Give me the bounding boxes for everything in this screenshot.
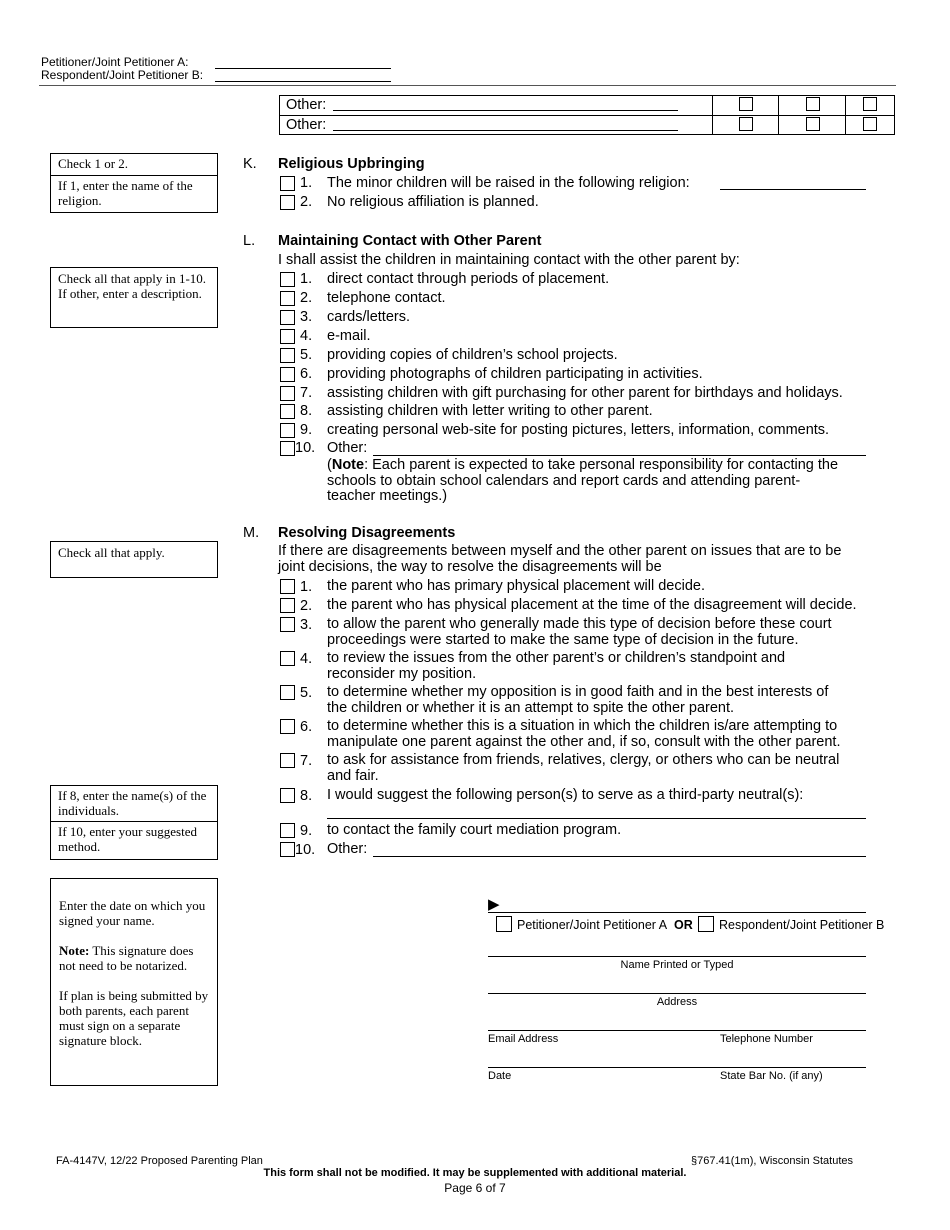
section-m-title: Resolving Disagreements: [278, 525, 456, 541]
name-printed-label: Name Printed or Typed: [620, 959, 734, 971]
l-item-number: 2.: [300, 290, 313, 306]
m10-instruction: If 10, enter your suggested method.: [58, 824, 197, 854]
l-item-number: 4.: [300, 328, 313, 344]
m-item-text-cont: manipulate one parent against the other and, if so, consult with the other parent.: [327, 734, 841, 750]
m-checkbox-1[interactable]: [280, 579, 295, 594]
m-item-number: 8.: [300, 788, 313, 804]
m-item-text: I would suggest the following person(s) to serve as a third-party neutral(s):: [327, 787, 804, 803]
sig-instruction-both: If plan is being submitted by both parents, each parent must sign on a separate signature block.: [59, 988, 209, 1048]
respondent-name-line[interactable]: [215, 81, 391, 82]
k-checkbox-1[interactable]: [280, 176, 295, 191]
table-col-divider: [778, 96, 779, 134]
email-label: Email Address: [488, 1033, 559, 1045]
k-item-number: 2.: [300, 194, 313, 210]
l-item-text: cards/letters.: [327, 309, 410, 325]
l-checkbox-3[interactable]: [280, 310, 295, 325]
petitioner-checkbox[interactable]: [496, 916, 512, 932]
signature-instruction-box: [50, 878, 218, 1086]
l-item-text: Other:: [327, 440, 368, 456]
m-item-text: the parent who has physical placement at the time of the disagreement will decide.: [327, 597, 857, 613]
l-note-label: Note: [331, 457, 365, 473]
sig-note-label: Note:: [59, 943, 90, 958]
other-table: [279, 95, 895, 135]
m10-input-line[interactable]: [373, 856, 866, 857]
footer-form-id: FA-4147V, 12/22 Proposed Parenting Plan: [56, 1155, 263, 1167]
m-item-number: 1.: [300, 579, 313, 595]
section-l-intro: I shall assist the children in maintaining contact with the other parent by:: [278, 252, 740, 268]
table-checkbox[interactable]: [863, 117, 877, 131]
l-item-text: creating personal web-site for posting pictures, letters, information, comments.: [327, 422, 830, 438]
name-printed-line[interactable]: [488, 956, 866, 957]
m8-m10-instruction-box: [50, 785, 218, 860]
l-item-number: 10.: [295, 440, 316, 456]
k-item-number: 1.: [300, 175, 313, 191]
l-item-number: 9.: [300, 422, 313, 438]
m-item-text-cont: reconsider my position.: [327, 666, 477, 682]
table-checkbox[interactable]: [739, 117, 753, 131]
l-item-number: 7.: [300, 385, 313, 401]
m-item-text-cont: and fair.: [327, 768, 379, 784]
table-row-label: Other:: [286, 97, 327, 113]
date-bar-line[interactable]: [488, 1067, 866, 1068]
l-checkbox-8[interactable]: [280, 404, 295, 419]
section-l-title: Maintaining Contact with Other Parent: [278, 233, 542, 249]
l-item-text: assisting children with gift purchasing for other parent for birthdays and holidays.: [327, 385, 843, 401]
petitioner-label: Petitioner/Joint Petitioner A:: [41, 55, 189, 69]
m8-instruction: If 8, enter the name(s) of the individuals.: [51, 786, 217, 822]
footer-statute: §767.41(1m), Wisconsin Statutes: [691, 1155, 854, 1167]
l-note-line-3: teacher meetings.): [327, 488, 448, 504]
k-instruction-1: Check 1 or 2.: [51, 154, 217, 176]
section-k-letter: K.: [243, 156, 257, 172]
email-phone-line[interactable]: [488, 1030, 866, 1031]
k-instruction-box: [50, 153, 218, 213]
m-item-number: 5.: [300, 685, 313, 701]
m-checkbox-2[interactable]: [280, 598, 295, 613]
m-item-text: to determine whether this is a situation in which the children is/are attempting to: [327, 718, 838, 734]
table-row-other-line[interactable]: [333, 110, 678, 111]
respondent-checkbox[interactable]: [698, 916, 714, 932]
l-checkbox-4[interactable]: [280, 329, 295, 344]
l-checkbox-10[interactable]: [280, 441, 295, 456]
header-divider: [39, 85, 896, 86]
l-checkbox-5[interactable]: [280, 348, 295, 363]
m-item-text: to ask for assistance from friends, relatives, clergy, or others who can be neutral: [327, 752, 840, 768]
k-instruction-2: If 1, enter the name of the religion.: [58, 178, 193, 208]
m-item-text: to contact the family court mediation program.: [327, 822, 622, 838]
table-col-divider: [845, 96, 846, 134]
m-checkbox-10[interactable]: [280, 842, 295, 857]
l-item-text: direct contact through periods of placement.: [327, 271, 610, 287]
m-checkbox-8[interactable]: [280, 788, 295, 803]
l-item-text: providing photographs of children participating in activities.: [327, 366, 703, 382]
m-item-number: 9.: [300, 823, 313, 839]
l-checkbox-2[interactable]: [280, 291, 295, 306]
m-checkbox-4[interactable]: [280, 651, 295, 666]
table-row-label: Other:: [286, 117, 327, 133]
l-note-text: : Each parent is expected to take personal responsibility for contacting the: [364, 457, 839, 473]
l-item-number: 6.: [300, 366, 313, 382]
m-checkbox-5[interactable]: [280, 685, 295, 700]
l-item-number: 3.: [300, 309, 313, 325]
respondent-option-label: Respondent/Joint Petitioner B: [719, 918, 885, 932]
m-item-text: to allow the parent who generally made this type of decision before these court: [327, 616, 832, 632]
m-item-number: 2.: [300, 598, 313, 614]
m-checkbox-6[interactable]: [280, 719, 295, 734]
section-m-letter: M.: [243, 525, 260, 541]
section-m-intro-2: joint decisions, the way to resolve the disagreements will be: [278, 559, 662, 575]
table-checkbox[interactable]: [806, 117, 820, 131]
k-checkbox-2[interactable]: [280, 195, 295, 210]
sig-instruction-note: [59, 943, 209, 973]
m-item-number: 6.: [300, 719, 313, 735]
m-item-text: the parent who has primary physical placement will decide.: [327, 578, 705, 594]
sig-instruction-date: Enter the date on which you signed your name.: [59, 898, 206, 928]
l-checkbox-6[interactable]: [280, 367, 295, 382]
m8-input-line[interactable]: [327, 818, 866, 819]
m-item-number: 4.: [300, 651, 313, 667]
m-checkbox-3[interactable]: [280, 617, 295, 632]
l-item-text: e-mail.: [327, 328, 371, 344]
section-l-letter: L.: [243, 233, 256, 249]
table-checkbox[interactable]: [863, 97, 877, 111]
l-item-number: 8.: [300, 403, 313, 419]
table-row-other-line[interactable]: [333, 130, 678, 131]
l-note-line-2: schools to obtain school calendars and report cards and attending parent-: [327, 473, 801, 489]
m-item-text: to review the issues from the other parent’s or children’s standpoint and: [327, 650, 786, 666]
table-row-divider: [280, 115, 894, 116]
l-checkbox-1[interactable]: [280, 272, 295, 287]
address-line[interactable]: [488, 993, 866, 994]
l-checkbox-9[interactable]: [280, 423, 295, 438]
k-item-2-text: No religious affiliation is planned.: [327, 194, 539, 210]
m-item-number: 3.: [300, 617, 313, 633]
table-checkbox[interactable]: [739, 97, 753, 111]
l-item-text: providing copies of children’s school projects.: [327, 347, 618, 363]
m-item-number: 10.: [295, 842, 316, 858]
l-item-text: assisting children with letter writing to other parent.: [327, 403, 653, 419]
l-other-input-line[interactable]: [373, 455, 866, 456]
signature-arrow-icon: ▶: [488, 895, 500, 913]
or-label: OR: [674, 918, 693, 932]
l-instruction-box: [50, 267, 218, 328]
m-instruction: Check all that apply.: [58, 545, 165, 560]
l-instruction: Check all that apply in 1-10. If other, enter a description.: [58, 271, 207, 301]
l-item-number: 1.: [300, 271, 313, 287]
footer-notice: This form shall not be modified. It may be supplemented with additional material.: [263, 1167, 687, 1179]
table-col-divider: [712, 96, 713, 134]
footer-page-number: Page 6 of 7: [444, 1181, 506, 1195]
section-k-title: Religious Upbringing: [278, 156, 425, 172]
section-m-intro-1: If there are disagreements between myself and the other parent on issues that are to be: [278, 543, 842, 559]
m-item-text-cont: the children or whether it is an attempt to spite the other parent.: [327, 700, 735, 716]
phone-label: Telephone Number: [720, 1033, 813, 1045]
petitioner-option-label: Petitioner/Joint Petitioner A: [517, 918, 668, 932]
k-item-1-text: The minor children will be raised in the following religion:: [327, 175, 690, 191]
m-item-text-cont: proceedings were started to make the same type of decision in the future.: [327, 632, 799, 648]
m-instruction-box: [50, 541, 218, 578]
religion-input-line[interactable]: [720, 189, 866, 190]
l-item-text: telephone contact.: [327, 290, 446, 306]
date-label: Date: [488, 1070, 512, 1082]
table-checkbox[interactable]: [806, 97, 820, 111]
l-note-line-1: (Note: Each parent is expected to take personal responsibility for contacting the: [327, 457, 839, 473]
m-item-text: Other:: [327, 841, 368, 857]
m-item-text: to determine whether my opposition is in good faith and in the best interests of: [327, 684, 829, 700]
m-checkbox-7[interactable]: [280, 753, 295, 768]
bar-number-label: State Bar No. (if any): [720, 1070, 823, 1082]
petitioner-name-line[interactable]: [215, 68, 391, 69]
sig-note-text: This signature does not need to be notarized.: [59, 943, 194, 973]
signature-line[interactable]: [488, 912, 866, 913]
m-item-number: 7.: [300, 753, 313, 769]
respondent-label: Respondent/Joint Petitioner B:: [41, 68, 204, 82]
m-checkbox-9[interactable]: [280, 823, 295, 838]
l-checkbox-7[interactable]: [280, 386, 295, 401]
l-item-number: 5.: [300, 347, 313, 363]
address-label: Address: [656, 996, 698, 1008]
